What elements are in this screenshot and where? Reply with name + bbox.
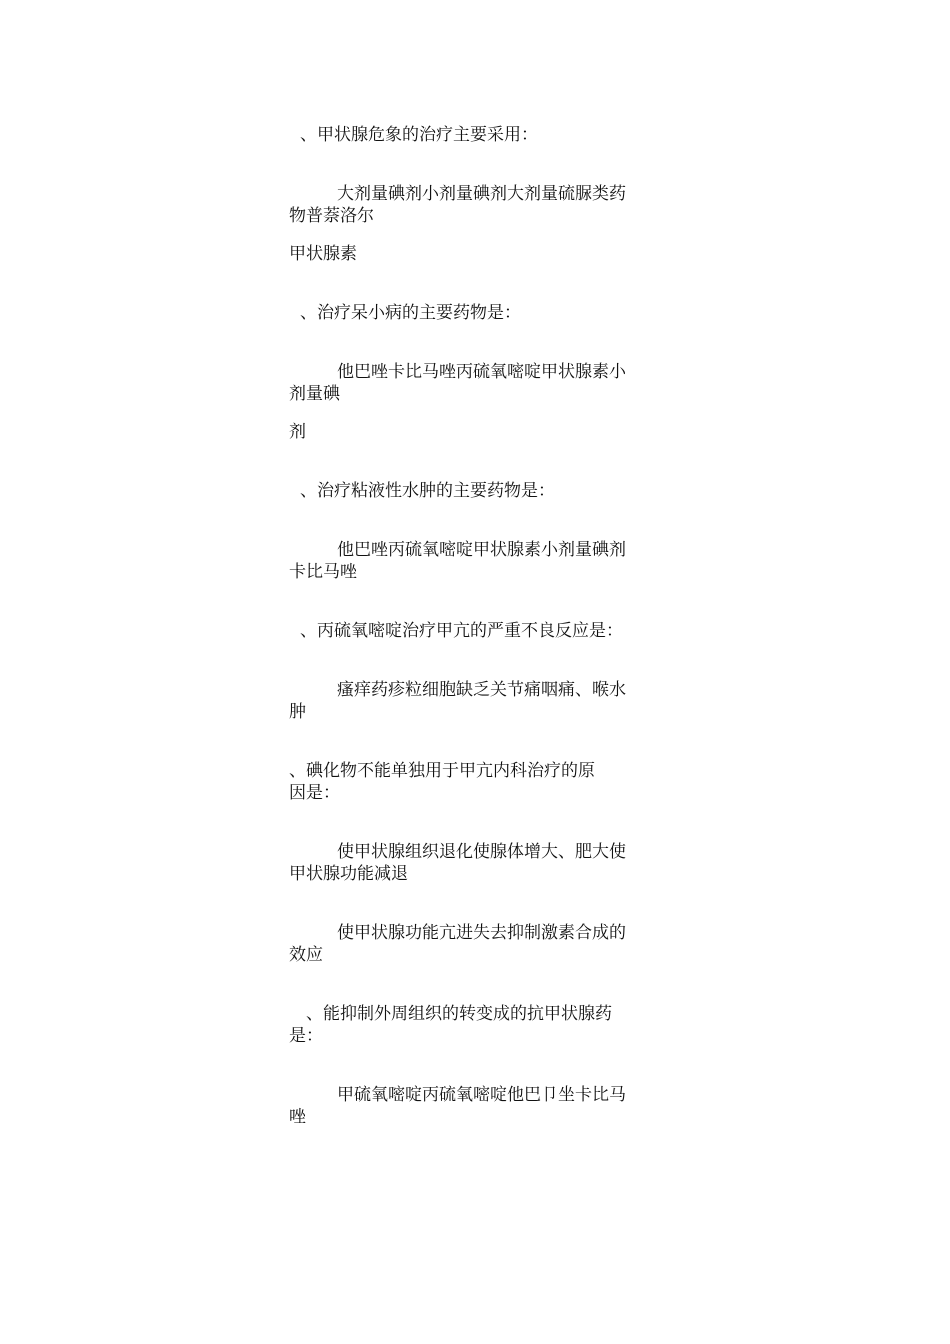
question-5-options-line-3: 使甲状腺功能亢进失去抑制激素合成的 bbox=[337, 923, 626, 943]
question-2-options-line-2: 剂量碘 bbox=[289, 384, 340, 404]
question-1-options-line-2: 物普萘洛尔 bbox=[289, 206, 374, 226]
question-6-options-line-2: 唑 bbox=[289, 1107, 306, 1127]
question-5-options-line-4: 效应 bbox=[289, 945, 323, 965]
question-2-options-line-3: 剂 bbox=[289, 422, 306, 442]
question-3-options-line-1: 他巴唑丙硫氧嘧啶甲状腺素小剂量碘剂 bbox=[337, 540, 626, 560]
question-5-text-line-2: 因是： bbox=[289, 783, 340, 803]
question-1-options-line-1: 大剂量碘剂小剂量碘剂大剂量硫脲类药 bbox=[337, 184, 626, 204]
question-1-text: 、甲状腺危象的治疗主要采用： bbox=[300, 125, 538, 145]
question-2-text: 、治疗呆小病的主要药物是： bbox=[300, 303, 521, 323]
question-5-options-line-2: 甲状腺功能减退 bbox=[289, 864, 408, 884]
question-6-options-line-1: 甲硫氧嘧啶丙硫氧嘧啶他巴卩坐卡比马 bbox=[337, 1085, 626, 1105]
question-5-options-line-1: 使甲状腺组织退化使腺体增大、肥大使 bbox=[337, 842, 626, 862]
question-3-options-line-2: 卡比马唑 bbox=[289, 562, 357, 582]
question-6-text-line-2: 是： bbox=[289, 1026, 323, 1046]
question-2-options-line-1: 他巴唑卡比马唑丙硫氧嘧啶甲状腺素小 bbox=[337, 362, 626, 382]
question-5-text-line-1: 、碘化物不能单独用于甲亢内科治疗的原 bbox=[289, 761, 595, 781]
question-6-text-line-1: 、能抑制外周组织的转变成的抗甲状腺药 bbox=[306, 1004, 612, 1024]
question-1-options-line-3: 甲状腺素 bbox=[289, 244, 357, 264]
question-4-options-line-1: 瘙痒药疹粒细胞缺乏关节痛咽痛、喉水 bbox=[337, 680, 626, 700]
question-3-text: 、治疗粘液性水肿的主要药物是： bbox=[300, 481, 555, 501]
question-4-options-line-2: 肿 bbox=[289, 702, 306, 722]
question-4-text: 、丙硫氧嘧啶治疗甲亢的严重不良反应是： bbox=[300, 621, 623, 641]
